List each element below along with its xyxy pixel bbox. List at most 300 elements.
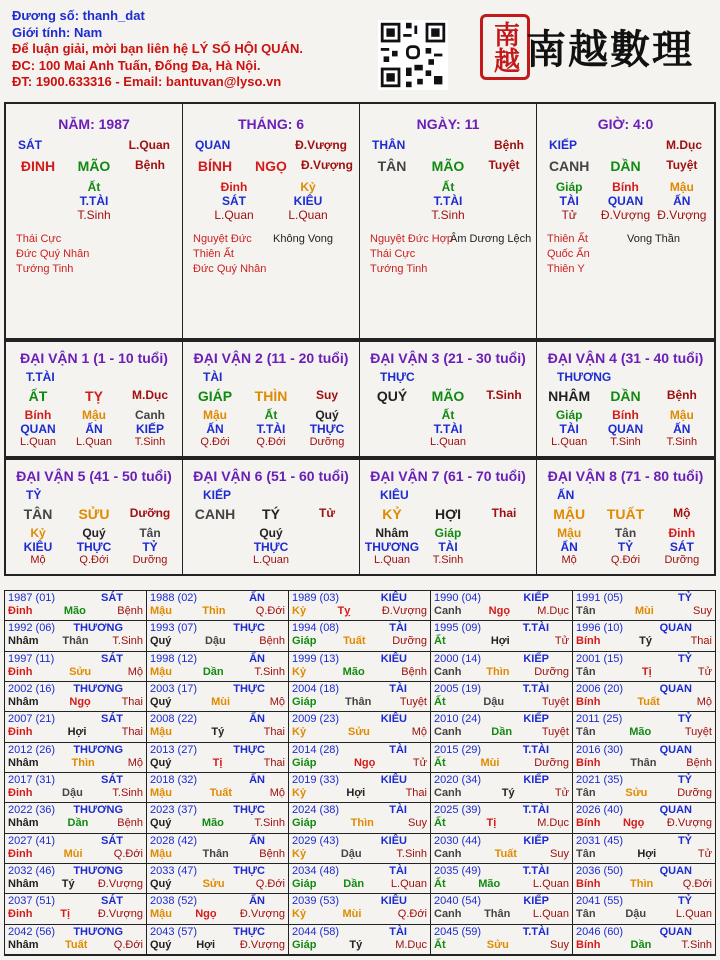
year-phase: Mộ (411, 726, 427, 739)
dv-hidden-stem: Quý (82, 526, 106, 540)
year-line-1 (292, 592, 427, 605)
year-line-1 (292, 774, 427, 787)
year-phase: M.Dục (395, 938, 427, 951)
year-branch: Mùi (342, 908, 362, 921)
dv-hidden-life: L.Quan (75, 436, 113, 448)
dai-van-stem: QUÝ (376, 388, 408, 404)
dai-van-title: ĐẠI VẬN 3 (21 - 30 tuổi) (370, 350, 526, 366)
dai-van-stem-branch (183, 388, 359, 404)
dv-hidden-life: L.Quan (429, 436, 467, 448)
shensha-left: Thái Cực (370, 248, 416, 260)
pillar-top-row (537, 138, 714, 152)
dai-van-hidden (6, 408, 182, 448)
year-branch: Sửu (69, 665, 92, 678)
year-phase: Tử (554, 635, 569, 648)
year-stem: Tân (576, 605, 596, 617)
year-line-2 (150, 666, 285, 679)
dai-van-title: ĐẠI VẬN 7 (61 - 70 tuổi) (370, 468, 526, 484)
pillar-column (537, 104, 714, 338)
year-cell (573, 864, 715, 894)
shensha-left: Thiên Ất (547, 233, 588, 245)
year-label: 2028 (42) (150, 834, 198, 847)
shensha-left: Tướng Tinh (370, 263, 428, 275)
year-stem: Nhâm (8, 878, 39, 890)
year-cell (147, 712, 289, 742)
year-line-1 (8, 683, 143, 696)
year-line-2 (434, 939, 569, 952)
year-stem: Quý (150, 878, 172, 890)
year-cell (289, 925, 431, 955)
year-god: T.TÀI (522, 622, 549, 635)
dai-van-hidden-cell (122, 408, 178, 448)
dv-hidden-god: ẤN (673, 422, 691, 436)
pillar-god: KIẾP (549, 138, 578, 152)
year-line-2 (8, 848, 143, 861)
year-god: KIÊU (380, 592, 407, 604)
year-cell (431, 682, 573, 712)
pillar-life-stage: Đ.Vượng (295, 138, 347, 152)
contact-line-2: ĐC: 100 Mai Anh Tuấn, Đống Đa, Hà Nội. (12, 57, 261, 73)
year-line-1 (434, 926, 569, 939)
year-cell (147, 621, 289, 651)
year-stem: Giáp (292, 817, 317, 830)
year-branch: Tị (641, 665, 652, 678)
year-god: QUAN (659, 622, 692, 635)
year-line-2 (434, 757, 569, 770)
year-line-1 (576, 865, 712, 878)
hidden-god: T.TÀI (79, 194, 109, 208)
year-label: 1992 (06) (8, 622, 56, 635)
annual-years-grid (4, 590, 716, 956)
dai-van-branch: TỴ (85, 388, 103, 404)
year-phase: Dưỡng (677, 787, 712, 799)
dai-van-cell (360, 342, 537, 456)
year-phase: Thai (263, 726, 285, 739)
year-stem: Mậu (150, 605, 172, 617)
year-stem: Kỷ (292, 665, 307, 678)
hidden-life: Đ.Vượng (600, 208, 651, 222)
hidden-stem: Đinh (220, 180, 248, 194)
year-line-2 (576, 878, 712, 891)
year-phase: T.Sinh (254, 817, 285, 830)
year-stem: Bính (576, 817, 601, 830)
year-god: TÀI (389, 804, 407, 817)
year-line-2 (576, 757, 712, 770)
pillar-branch: MÃO (77, 158, 111, 174)
year-stem: Đinh (8, 726, 33, 739)
dai-van-god: TÀI (203, 370, 223, 384)
dv-hidden-stem: Quý (315, 408, 339, 422)
year-line-2 (8, 878, 143, 891)
year-god: KIẾP (523, 592, 549, 604)
dv-hidden-god: TÀI (438, 540, 458, 554)
year-cell (289, 773, 431, 803)
year-god: TÀI (389, 622, 407, 635)
dv-hidden-life: T.Sinh (666, 436, 698, 448)
year-stem: Kỷ (292, 847, 307, 860)
dai-van-cell (537, 342, 714, 456)
qr-code-icon[interactable] (378, 20, 448, 90)
year-label: 2002 (16) (8, 683, 56, 695)
dv-hidden-god: T.TÀI (256, 422, 286, 436)
year-line-2 (292, 939, 427, 952)
year-line-1 (8, 835, 143, 848)
year-line-2 (150, 939, 285, 952)
year-branch: Dậu (204, 635, 226, 648)
year-god: KIÊU (380, 713, 407, 726)
year-label: 2017 (31) (8, 774, 56, 786)
year-cell (431, 894, 573, 924)
year-god: QUAN (659, 743, 692, 756)
year-stem: Mậu (150, 726, 172, 739)
year-line-1 (292, 895, 427, 908)
year-god: ẤN (249, 834, 265, 847)
dai-van-stem-branch (6, 506, 182, 522)
year-stem: Giáp (292, 696, 317, 708)
year-branch: Dần (491, 726, 513, 739)
year-line-2 (292, 605, 427, 618)
year-god: SÁT (101, 592, 123, 604)
year-line-1 (576, 744, 712, 757)
year-cell (147, 743, 289, 773)
dai-van-phase: Thai (491, 506, 517, 520)
dai-van-cell (360, 460, 537, 574)
dai-van-god: KIÊU (380, 488, 409, 502)
year-cell (147, 925, 289, 955)
dai-van-stem: CANH (194, 506, 236, 522)
dai-van-hidden (183, 526, 359, 566)
year-cell (5, 712, 147, 742)
year-phase: Tuyệt (684, 726, 712, 739)
year-label: 2026 (40) (576, 804, 624, 817)
year-label: 2009 (23) (292, 713, 340, 726)
year-phase: M.Dục (537, 817, 569, 830)
year-label: 2007 (21) (8, 713, 56, 726)
year-cell (573, 712, 715, 742)
year-cell (431, 864, 573, 894)
year-branch: Mùi (480, 756, 500, 769)
dv-hidden-stem: Đinh (668, 526, 696, 540)
hidden-stem-cell (46, 180, 142, 222)
dai-van-hidden (537, 408, 714, 448)
year-phase: Đ.Vượng (239, 938, 285, 951)
year-label: 2046 (60) (576, 925, 624, 938)
year-line-2 (576, 817, 712, 830)
year-branch: Tị (60, 908, 71, 921)
year-stem: Kỷ (292, 605, 307, 617)
dai-van-row-2 (4, 458, 716, 576)
year-branch: Thìn (202, 605, 226, 617)
dai-van-hidden-cell (187, 408, 243, 448)
year-line-2 (292, 817, 427, 830)
year-stem: Canh (434, 605, 462, 617)
year-stem: Tân (576, 726, 596, 739)
dv-hidden-stem: Mậu (82, 408, 106, 422)
year-phase: Đ.Vượng (97, 908, 143, 921)
dv-hidden-god: TỶ (142, 540, 158, 554)
pillar-stem-branch (537, 158, 714, 174)
dai-van-title: ĐẠI VẬN 8 (71 - 80 tuổi) (547, 468, 704, 484)
year-branch: Tý (501, 787, 515, 799)
shensha-row (183, 262, 359, 277)
dv-hidden-god: ẤN (206, 422, 224, 436)
year-cell (573, 743, 715, 773)
dai-van-hidden-cell (299, 408, 355, 448)
dai-van-hidden-cell (420, 408, 476, 448)
year-line-2 (292, 696, 427, 709)
dai-van-hidden-cell (243, 526, 299, 566)
year-branch: Ngọ (69, 696, 91, 708)
year-phase: Bệnh (117, 605, 143, 617)
year-god: THỰC (233, 743, 265, 756)
year-branch: Tý (639, 635, 652, 648)
shensha-list (537, 232, 714, 277)
dv-hidden-stem: Giáp (555, 408, 583, 422)
year-label: 2031 (45) (576, 834, 624, 847)
year-line-1 (576, 835, 712, 848)
year-line-2 (150, 635, 285, 648)
year-cell (573, 621, 715, 651)
year-stem: Canh (434, 787, 462, 799)
year-line-1 (434, 622, 569, 635)
year-label: 2042 (56) (8, 925, 56, 938)
year-line-2 (576, 696, 712, 709)
year-god: KIÊU (380, 895, 407, 908)
dai-van-hidden-cell (654, 408, 710, 448)
dai-van-branch: THÌN (254, 388, 288, 404)
pillar-life-stage: L.Quan (128, 138, 170, 152)
year-stem: Bính (576, 756, 601, 769)
year-line-1 (292, 835, 427, 848)
year-cell (147, 894, 289, 924)
year-line-2 (292, 757, 427, 770)
year-line-2 (150, 726, 285, 739)
year-label: 2004 (18) (292, 683, 340, 695)
year-god: THƯƠNG (73, 804, 123, 817)
year-branch: Dần (202, 665, 224, 678)
dai-van-stem-branch (537, 388, 714, 404)
year-cell (573, 803, 715, 833)
year-label: 2032 (46) (8, 865, 56, 877)
year-phase: Suy (408, 817, 427, 830)
year-phase: Mộ (127, 756, 143, 769)
year-label: 2035 (49) (434, 865, 482, 877)
year-branch: Ngọ (622, 817, 645, 830)
pillar-life-stage: Bệnh (494, 138, 524, 152)
pillar-stem: BÍNH (197, 158, 233, 174)
year-line-2 (8, 817, 143, 830)
year-god: TỶ (677, 895, 692, 908)
dai-van-hidden-cell (597, 526, 653, 566)
dai-van-branch: TUẤT (606, 506, 645, 522)
year-label: 2023 (37) (150, 804, 198, 817)
year-phase: Đ.Vượng (97, 878, 143, 890)
year-phase: Dưỡng (534, 665, 569, 678)
year-cell (431, 773, 573, 803)
year-label: 2041 (55) (576, 895, 624, 908)
dai-van-title: ĐẠI VẬN 5 (41 - 50 tuổi) (16, 468, 172, 484)
year-line-2 (434, 848, 569, 861)
owner-value: thanh_dat (82, 8, 145, 23)
pillar-god: QUAN (195, 138, 231, 152)
year-label: 2020 (34) (434, 774, 482, 786)
year-phase: Q.Đới (255, 878, 285, 890)
hidden-life: T.Sinh (77, 208, 111, 222)
year-line-1 (576, 653, 712, 666)
year-cell (431, 803, 573, 833)
year-branch: Ngọ (195, 908, 217, 921)
hidden-life: T.Sinh (431, 208, 465, 222)
year-stem: Quý (150, 756, 172, 769)
year-phase: T.Sinh (254, 665, 285, 678)
year-label: 2008 (22) (150, 713, 198, 726)
gender-label: Giới tính: (12, 24, 71, 40)
hidden-stem: Kỷ (300, 180, 316, 194)
year-phase: T.Sinh (396, 847, 427, 860)
year-phase: Bệnh (117, 817, 143, 830)
year-line-1 (434, 865, 569, 878)
dai-van-hidden (6, 526, 182, 566)
year-label: 2011 (25) (576, 713, 623, 726)
year-phase: Tuyệt (399, 696, 427, 708)
year-label: 1998 (12) (150, 652, 198, 665)
year-branch: Hợi (196, 938, 216, 951)
shensha-left: Đức Quý Nhân (193, 263, 267, 275)
dv-hidden-stem: Mậu (557, 526, 582, 540)
dv-hidden-life: Mộ (561, 554, 577, 566)
year-label: 2036 (50) (576, 865, 624, 877)
year-stem: Canh (434, 726, 462, 739)
year-line-1 (150, 865, 285, 878)
contact-line-1: Để luận giải, mời bạn liên hệ LÝ SỐ HỘI QUÁN. (12, 41, 303, 56)
year-line-2 (434, 726, 569, 739)
year-branch: Sửu (202, 878, 225, 890)
year-god: THỰC (233, 865, 265, 877)
dai-van-branch: HỢI (435, 506, 461, 522)
year-god: T.TÀI (522, 865, 549, 877)
year-cell (5, 591, 147, 621)
year-line-2 (434, 787, 569, 800)
dv-hidden-god: THỰC (309, 422, 345, 436)
year-line-2 (150, 848, 285, 861)
dv-hidden-stem: Canh (135, 408, 165, 422)
year-cell (147, 803, 289, 833)
dai-van-branch: TÝ (262, 506, 280, 522)
year-phase: Bệnh (259, 847, 285, 860)
hidden-god: ẤN (673, 194, 691, 208)
year-god: KIẾP (523, 774, 549, 786)
year-phase: L.Quan (390, 878, 427, 890)
pillar-branch: NGỌ (255, 158, 287, 174)
dai-van-hidden (183, 408, 359, 448)
dv-hidden-stem: Tân (139, 526, 161, 540)
dai-van-stem-branch (6, 388, 182, 404)
year-branch: Dậu (625, 908, 647, 921)
year-stem: Đinh (8, 605, 33, 617)
hidden-stem: Ất (87, 180, 101, 194)
dv-hidden-god: SÁT (669, 540, 694, 554)
year-phase: T.Sinh (681, 938, 712, 951)
year-line-2 (150, 696, 285, 709)
year-stem: Quý (150, 635, 172, 648)
year-god: THỰC (233, 622, 265, 635)
pillar-stem-branch (6, 158, 182, 174)
dai-van-hidden (360, 526, 536, 566)
year-cell (5, 834, 147, 864)
dv-hidden-stem: Bính (24, 408, 52, 422)
year-phase: Thai (121, 696, 143, 708)
year-cell (147, 682, 289, 712)
year-label: 2043 (57) (150, 925, 198, 938)
dai-van-cell (183, 342, 360, 456)
year-line-1 (576, 592, 712, 605)
year-god: THỰC (233, 925, 265, 938)
pillar-phase: Bệnh (135, 158, 165, 172)
dv-hidden-life: Dưỡng (132, 554, 168, 566)
shensha-left: Thái Cực (16, 233, 62, 245)
hidden-stems (183, 180, 359, 222)
year-branch: Tị (212, 756, 223, 769)
year-cell (289, 834, 431, 864)
year-cell (573, 591, 715, 621)
dv-hidden-god: THỰC (253, 540, 289, 554)
year-line-2 (576, 605, 712, 618)
year-branch: Tý (211, 726, 225, 739)
year-god: SÁT (101, 834, 123, 847)
year-line-2 (576, 939, 712, 952)
year-stem: Mậu (150, 787, 172, 799)
year-cell (431, 712, 573, 742)
year-label: 2003 (17) (150, 683, 198, 695)
year-branch: Thân (62, 635, 89, 648)
dv-hidden-life: Dưỡng (664, 554, 700, 566)
year-god: TỶ (677, 592, 692, 604)
year-god: TỶ (677, 652, 692, 665)
year-label: 2033 (47) (150, 865, 198, 877)
dv-hidden-life: L.Quan (19, 436, 57, 448)
year-label: 2019 (33) (292, 774, 340, 786)
year-branch: Mùi (63, 847, 83, 860)
shensha-row (360, 247, 536, 262)
year-branch: Tuất (637, 696, 660, 708)
year-god: ẤN (249, 713, 265, 726)
pillar-god: SÁT (18, 138, 42, 152)
year-branch: Tuất (64, 938, 88, 951)
year-stem: Kỷ (292, 908, 307, 921)
shensha-row (6, 262, 182, 277)
year-phase: Suy (550, 938, 569, 951)
year-line-1 (292, 865, 427, 878)
dai-van-hidden-cell (122, 526, 178, 566)
year-god: KIẾP (523, 895, 549, 908)
dai-van-cell (6, 342, 183, 456)
dv-hidden-stem: Quý (259, 526, 283, 540)
year-stem: Đinh (8, 847, 33, 860)
dv-hidden-stem: Tân (614, 526, 637, 540)
year-cell (5, 652, 147, 682)
year-god: THƯƠNG (73, 865, 123, 877)
year-label: 2014 (28) (292, 743, 340, 756)
year-cell (573, 834, 715, 864)
year-stem: Canh (434, 847, 462, 860)
year-phase: Tử (554, 787, 569, 799)
year-stem: Ất (434, 817, 446, 830)
dai-van-branch: DẦN (610, 388, 641, 404)
year-line-1 (8, 895, 143, 908)
dai-van-phase: Suy (315, 388, 338, 402)
dai-van-cell (537, 460, 714, 574)
dv-hidden-god: ẤN (560, 540, 578, 554)
